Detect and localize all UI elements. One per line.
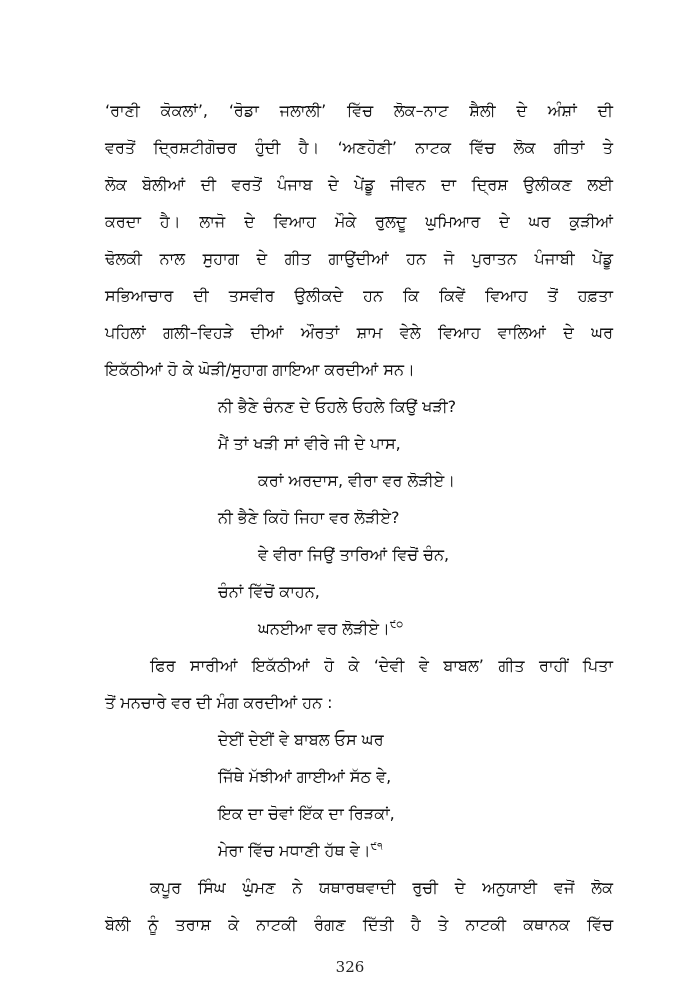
text-line: ਕਰਦਾ ਹੈ। ਲਾਜੋ ਦੇ ਵਿਆਹ ਮੌਕੇ ਰੁਲਦੂ ਘੁਮਿਆਰ ਦੇ ਘਰ ਕੁੜੀਆਂ (105, 212, 613, 231)
footnote-marker: ੯੦ (389, 619, 404, 631)
text-line: ਬੋਲੀ ਨੂੰ ਤਰਾਸ਼ ਕੇ ਨਾਟਕੀ ਰੰਗਣ ਦਿੱਤੀ ਹੈ ਤੇ ਨਾਟਕੀ ਕਥਾਨਕ ਵਿੱਚ (105, 915, 613, 934)
verse-line: ਚੰਨਾਂ ਵਿੱਚੋਂ ਕਾਹਨ, (218, 582, 320, 601)
verse-line (218, 840, 383, 862)
text-line: ਇਕੱਠੀਆਂ ਹੋ ਕੇ ਘੋੜੀ/ਸੁਹਾਗ ਗਾਇਆ ਕਰਦੀਆਂ ਸਨ। (105, 360, 415, 379)
verse-line: ਵੇ ਵੀਰਾ ਜਿਉਂ ਤਾਰਿਆਂ ਵਿਚੋਂ ਚੰਨ, (258, 545, 450, 564)
verse-line: ਮੈਂ ਤਾਂ ਖੜੀ ਸਾਂ ਵੀਰੇ ਜੀ ਦੇ ਪਾਸ, (218, 434, 401, 453)
text-line: ਵਰਤੋਂ ਦ੍ਰਿਸ਼ਟੀਗੋਚਰ ਹੁੰਦੀ ਹੈ। ‘ਅਣਹੋਣੀ’ ਨਾਟਕ ਵਿੱਚ ਲੋਕ ਗੀਤਾਂ ਤੇ (105, 138, 613, 157)
text-line: ਢੋਲਕੀ ਨਾਲ ਸੁਹਾਗ ਦੇ ਗੀਤ ਗਾਉਂਦੀਆਂ ਹਨ ਜੋ ਪੁਰਾਤਨ ਪੰਜਾਬੀ ਪੇਂਡੂ (105, 249, 613, 268)
verse-line: ਜਿੱਥੇ ਮੱਝੀਆਂ ਗਾਈਆਂ ਸੱਠ ਵੇ, (218, 767, 392, 786)
verse-line-text: ਘਨਈਆ ਵਰ ਲੋੜੀਏ। (258, 619, 390, 638)
page-number: 326 (335, 958, 365, 976)
verse-line: ਕਰਾਂ ਅਰਦਾਸ, ਵੀਰਾ ਵਰ ਲੋੜੀਏ। (258, 471, 456, 490)
verse-line (258, 618, 403, 640)
text-line: ‘ਰਾਣੀ ਕੋਕਲਾਂ’, ‘ਰੋਡਾ ਜਲਾਲੀ’ ਵਿੱਚ ਲੋਕ–ਨਾਟ ਸ਼ੈਲੀ ਦੇ ਅੰਸ਼ਾਂ ਦੀ (105, 101, 613, 120)
text-line: ਲੋਕ ਬੋਲੀਆਂ ਦੀ ਵਰਤੋਂ ਪੰਜਾਬ ਦੇ ਪੇਂਡੂ ਜੀਵਨ ਦਾ ਦ੍ਰਿਸ਼ ਉਲੀਕਣ ਲਈ (105, 175, 613, 194)
verse-line: ਦੇਈਂ ਦੇਈਂ ਵੇ ਬਾਬਲ ਓਸ ਘਰ (218, 730, 384, 749)
text-line: ਤੋਂ ਮਨਚਾਰੇ ਵਰ ਦੀ ਮੰਗ ਕਰਦੀਆਂ ਹਨ : (105, 693, 333, 712)
verse-line: ਨੀ ਭੈਣੇ ਚੰਨਣ ਦੇ ਓਹਲੇ ਓਹਲੇ ਕਿਉਂ ਖੜੀ? (218, 397, 457, 416)
footnote-marker: ੯੧ (370, 841, 383, 853)
text-line: ਕਪੂਰ ਸਿੰਘ ਘੁੰਮਣ ਨੇ ਯਥਾਰਥਵਾਦੀ ਰੁਚੀ ਦੇ ਅਨੁਯਾਈ ਵਜੋਂ ਲੋਕ (150, 878, 613, 897)
text-line: ਫਿਰ ਸਾਰੀਆਂ ਇਕੱਠੀਆਂ ਹੋ ਕੇ ‘ਦੇਵੀ ਵੇ ਬਾਬਲ’ ਗੀਤ ਰਾਹੀਂ ਪਿਤਾ (150, 656, 613, 675)
text-line: ਪਹਿਲਾਂ ਗਲੀ–ਵਿਹੜੇ ਦੀਆਂ ਔਰਤਾਂ ਸ਼ਾਮ ਵੇਲੇ ਵਿਆਹ ਵਾਲਿਆਂ ਦੇ ਘਰ (105, 323, 613, 342)
verse-line: ਇਕ ਦਾ ਚੋਵਾਂ ਇੱਕ ਦਾ ਰਿੜਕਾਂ, (218, 804, 395, 823)
verse-line: ਨੀ ਭੈਣੇ ਕਿਹੋ ਜਿਹਾ ਵਰ ਲੋੜੀਏ? (218, 508, 400, 527)
text-line: ਸਭਿਆਚਾਰ ਦੀ ਤਸਵੀਰ ਉਲੀਕਦੇ ਹਨ ਕਿ ਕਿਵੇਂ ਵਿਆਹ ਤੋਂ ਹਫ਼ਤਾ (105, 286, 613, 305)
verse-line-text: ਮੇਰਾ ਵਿੱਚ ਮਧਾਣੀ ਹੱਥ ਵੇ। (218, 841, 371, 860)
